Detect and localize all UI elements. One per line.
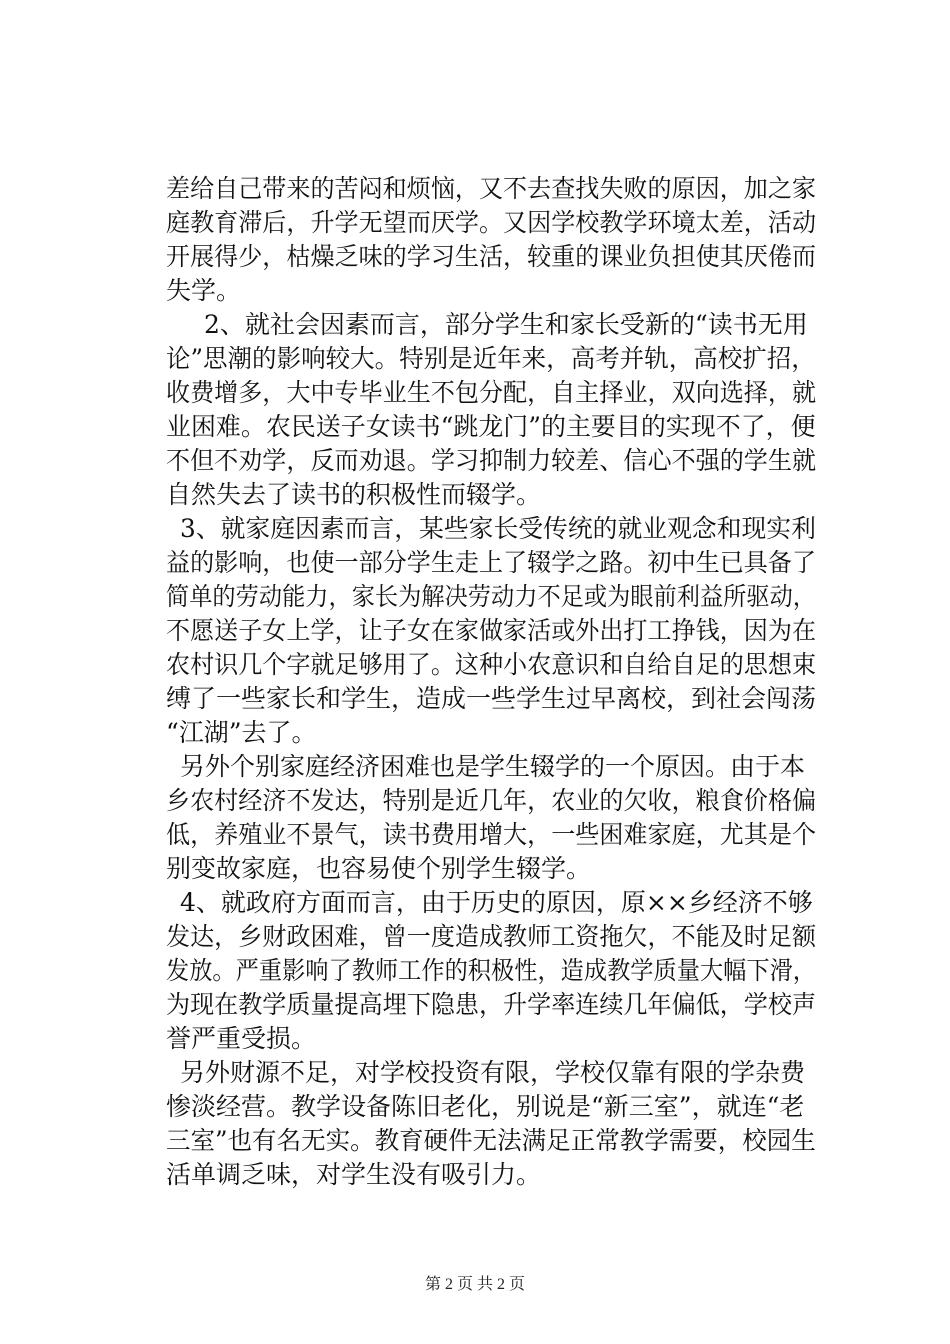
text-line: 发放。严重影响了教师工作的积极性，造成教学质量大幅下滑， <box>166 956 817 985</box>
text-line: 不愿送子女上学，让子女在家做家活或外出打工挣钱，因为在 <box>166 616 817 645</box>
text-line: 庭教育滞后，升学无望而厌学。又因学校教学环境太差，活动 <box>166 208 817 237</box>
text-line: 活单调乏味，对学生没有吸引力。 <box>166 1160 542 1189</box>
text-line: 开展得少，枯燥乏味的学习生活，较重的课业负担使其厌倦而 <box>166 242 817 271</box>
text-line: 别变故家庭，也容易使个别学生辍学。 <box>166 854 592 883</box>
paragraph-first-line: 4、就政府方面而言，由于历史的原因，原××乡经济不够 <box>180 888 813 917</box>
text-line: 誉严重受损。 <box>166 1024 317 1053</box>
paragraph-first-line: 3、就家庭因素而言，某些家长受传统的就业观念和现实利 <box>180 514 816 543</box>
text-line: 乡农村经济不发达，特别是近几年，农业的欠收，粮食价格偏 <box>166 786 817 815</box>
text-line: 三室”也有名无实。教育硬件无法满足正常教学需要，校园生 <box>166 1126 816 1155</box>
page-number: 第 2 页 共 2 页 <box>424 1276 525 1293</box>
paragraph-first-line: 2、就社会因素而言，部分学生和家长受新的“读书无用 <box>204 310 808 339</box>
paragraph-first-line: 另外个别家庭经济困难也是学生辍学的一个原因。由于本 <box>180 752 806 781</box>
text-line: 惨淡经营。教学设备陈旧老化，别说是“新三室”，就连“老 <box>166 1092 805 1121</box>
text-line: 业困难。农民送子女读书“跳龙门”的主要目的实现不了，便 <box>166 412 816 441</box>
text-line: 益的影响，也使一部分学生走上了辍学之路。初中生已具备了 <box>166 548 817 577</box>
text-line: 为现在教学质量提高埋下隐患，升学率连续几年偏低，学校声 <box>166 990 817 1019</box>
text-line: 发达，乡财政困难，曾一度造成教师工资拖欠，不能及时足额 <box>166 922 817 951</box>
text-line: “江湖”去了。 <box>166 718 317 747</box>
text-line: 失学。 <box>166 276 242 305</box>
text-line: 缚了一些家长和学生，造成一些学生过早离校，到社会闯荡 <box>166 684 817 713</box>
paragraph-first-line: 另外财源不足，对学校投资有限，学校仅靠有限的学杂费 <box>180 1058 806 1087</box>
text-line: 差给自己带来的苦闷和烦恼，又不去查找失败的原因，加之家 <box>166 174 817 203</box>
text-line: 收费增多，大中专毕业生不包分配，自主择业，双向选择，就 <box>166 378 817 407</box>
text-line: 低，养殖业不景气，读书费用增大，一些困难家庭，尤其是个 <box>166 820 817 849</box>
text-line: 农村识几个字就足够用了。这种小农意识和自给自足的思想束 <box>166 650 817 679</box>
text-line: 不但不劝学，反而劝退。学习抑制力较差、信心不强的学生就 <box>166 446 817 475</box>
text-line: 简单的劳动能力，家长为解决劳动力不足或为眼前利益所驱动， <box>166 582 817 611</box>
text-line: 论”思潮的影响较大。特别是近年来，高考并轨，高校扩招， <box>166 344 816 373</box>
text-line: 自然失去了读书的积极性而辍学。 <box>166 480 542 509</box>
